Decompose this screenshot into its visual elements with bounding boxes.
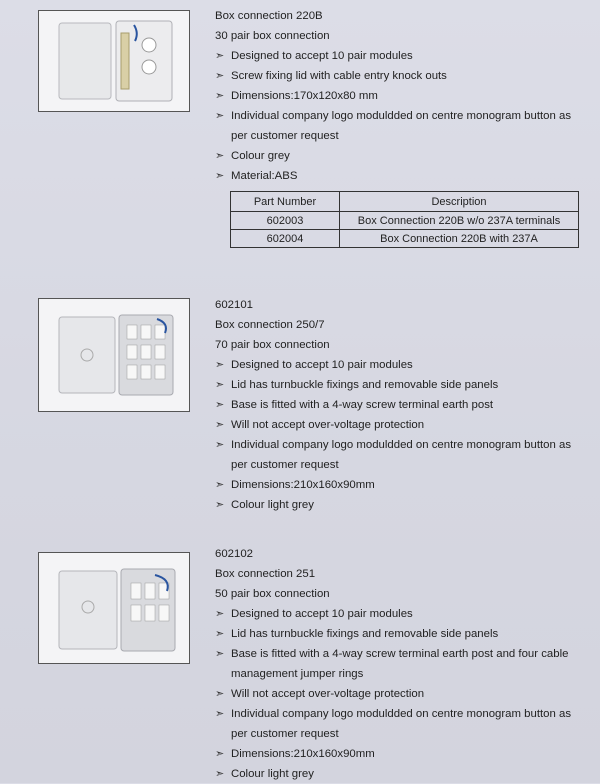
feature-item: ➣ Colour light grey bbox=[215, 495, 590, 515]
table-row bbox=[231, 212, 579, 230]
product-code: 602101 bbox=[215, 299, 254, 311]
product-title: Box connection 250/7 bbox=[215, 319, 325, 331]
feature-item: ➣ Designed to accept 10 pair modules bbox=[215, 604, 590, 624]
arrow-icon: ➣ bbox=[215, 90, 225, 102]
feature-item: ➣ Lid has turnbuckle fixings and removable side panels bbox=[215, 375, 590, 395]
arrow-icon: ➣ bbox=[215, 359, 225, 371]
feature-item: ➣ Will not accept over-voltage protection bbox=[215, 684, 590, 704]
arrow-icon: ➣ bbox=[215, 150, 225, 162]
arrow-icon: ➣ bbox=[215, 110, 225, 122]
feature-item: ➣ Screw fixing lid with cable entry knock outs bbox=[215, 66, 590, 86]
feature-continuation: management jumper rings bbox=[231, 668, 364, 680]
part-number-table bbox=[230, 191, 579, 248]
table-row bbox=[231, 230, 579, 248]
product-subtitle: 70 pair box connection bbox=[215, 339, 330, 351]
feature-item: ➣ Lid has turnbuckle fixings and removable side panels bbox=[215, 624, 590, 644]
product-subtitle: 50 pair box connection bbox=[215, 588, 330, 600]
part-number-cell: 602004 bbox=[231, 230, 340, 248]
feature-item: ➣ Colour grey bbox=[215, 146, 590, 166]
arrow-icon: ➣ bbox=[215, 608, 225, 620]
arrow-icon: ➣ bbox=[215, 748, 225, 760]
product-title: Box connection 220B bbox=[215, 10, 323, 22]
feature-item: ➣ Dimensions:210x160x90mm bbox=[215, 475, 590, 495]
description-cell: Box Connection 220B w/o 237A terminals bbox=[340, 212, 579, 230]
product-code: 602102 bbox=[215, 548, 254, 560]
product-photo-220b bbox=[39, 11, 189, 111]
feature-item: ➣ Dimensions:210x160x90mm bbox=[215, 744, 590, 764]
arrow-icon: ➣ bbox=[215, 419, 225, 431]
feature-item: ➣ Individual company logo moduldded on centre monogram button as bbox=[215, 704, 590, 724]
table-header-row bbox=[231, 192, 579, 212]
part-number-cell: 602003 bbox=[231, 212, 340, 230]
column-header-part-number: Part Number bbox=[231, 192, 340, 212]
feature-item: ➣ Material:ABS bbox=[215, 166, 590, 186]
arrow-icon: ➣ bbox=[215, 688, 225, 700]
product-subtitle: 30 pair box connection bbox=[215, 30, 330, 42]
arrow-icon: ➣ bbox=[215, 768, 225, 780]
arrow-icon: ➣ bbox=[215, 479, 225, 491]
column-header-description: Description bbox=[340, 192, 579, 212]
feature-item: ➣ Designed to accept 10 pair modules bbox=[215, 355, 590, 375]
product-photo-frame bbox=[38, 298, 190, 412]
feature-item: ➣ Base is fitted with a 4-way screw terminal earth post and four cable bbox=[215, 644, 590, 664]
product-photo-251 bbox=[39, 553, 189, 663]
feature-item: ➣ Base is fitted with a 4-way screw terminal earth post bbox=[215, 395, 590, 415]
feature-item: ➣ Individual company logo moduldded on centre monogram button as bbox=[215, 435, 590, 455]
arrow-icon: ➣ bbox=[215, 628, 225, 640]
feature-item: ➣ Individual company logo moduldded on centre monogram button as bbox=[215, 106, 590, 126]
product-photo-250-7 bbox=[39, 299, 189, 411]
feature-item: ➣ Will not accept over-voltage protection bbox=[215, 415, 590, 435]
arrow-icon: ➣ bbox=[215, 50, 225, 62]
feature-continuation: per customer request bbox=[231, 728, 339, 740]
product-title: Box connection 251 bbox=[215, 568, 316, 580]
product-photo-frame bbox=[38, 10, 190, 112]
feature-continuation: per customer request bbox=[231, 130, 339, 142]
arrow-icon: ➣ bbox=[215, 439, 225, 451]
arrow-icon: ➣ bbox=[215, 708, 225, 720]
arrow-icon: ➣ bbox=[215, 499, 225, 511]
arrow-icon: ➣ bbox=[215, 70, 225, 82]
arrow-icon: ➣ bbox=[215, 170, 225, 182]
feature-item: ➣ Dimensions:170x120x80 mm bbox=[215, 86, 590, 106]
product-photo-frame bbox=[38, 552, 190, 664]
arrow-icon: ➣ bbox=[215, 648, 225, 660]
description-cell: Box Connection 220B with 237A bbox=[340, 230, 579, 248]
feature-item: ➣ Colour light grey bbox=[215, 764, 590, 784]
arrow-icon: ➣ bbox=[215, 379, 225, 391]
feature-item: ➣ Designed to accept 10 pair modules bbox=[215, 46, 590, 66]
arrow-icon: ➣ bbox=[215, 399, 225, 411]
feature-continuation: per customer request bbox=[231, 459, 339, 471]
